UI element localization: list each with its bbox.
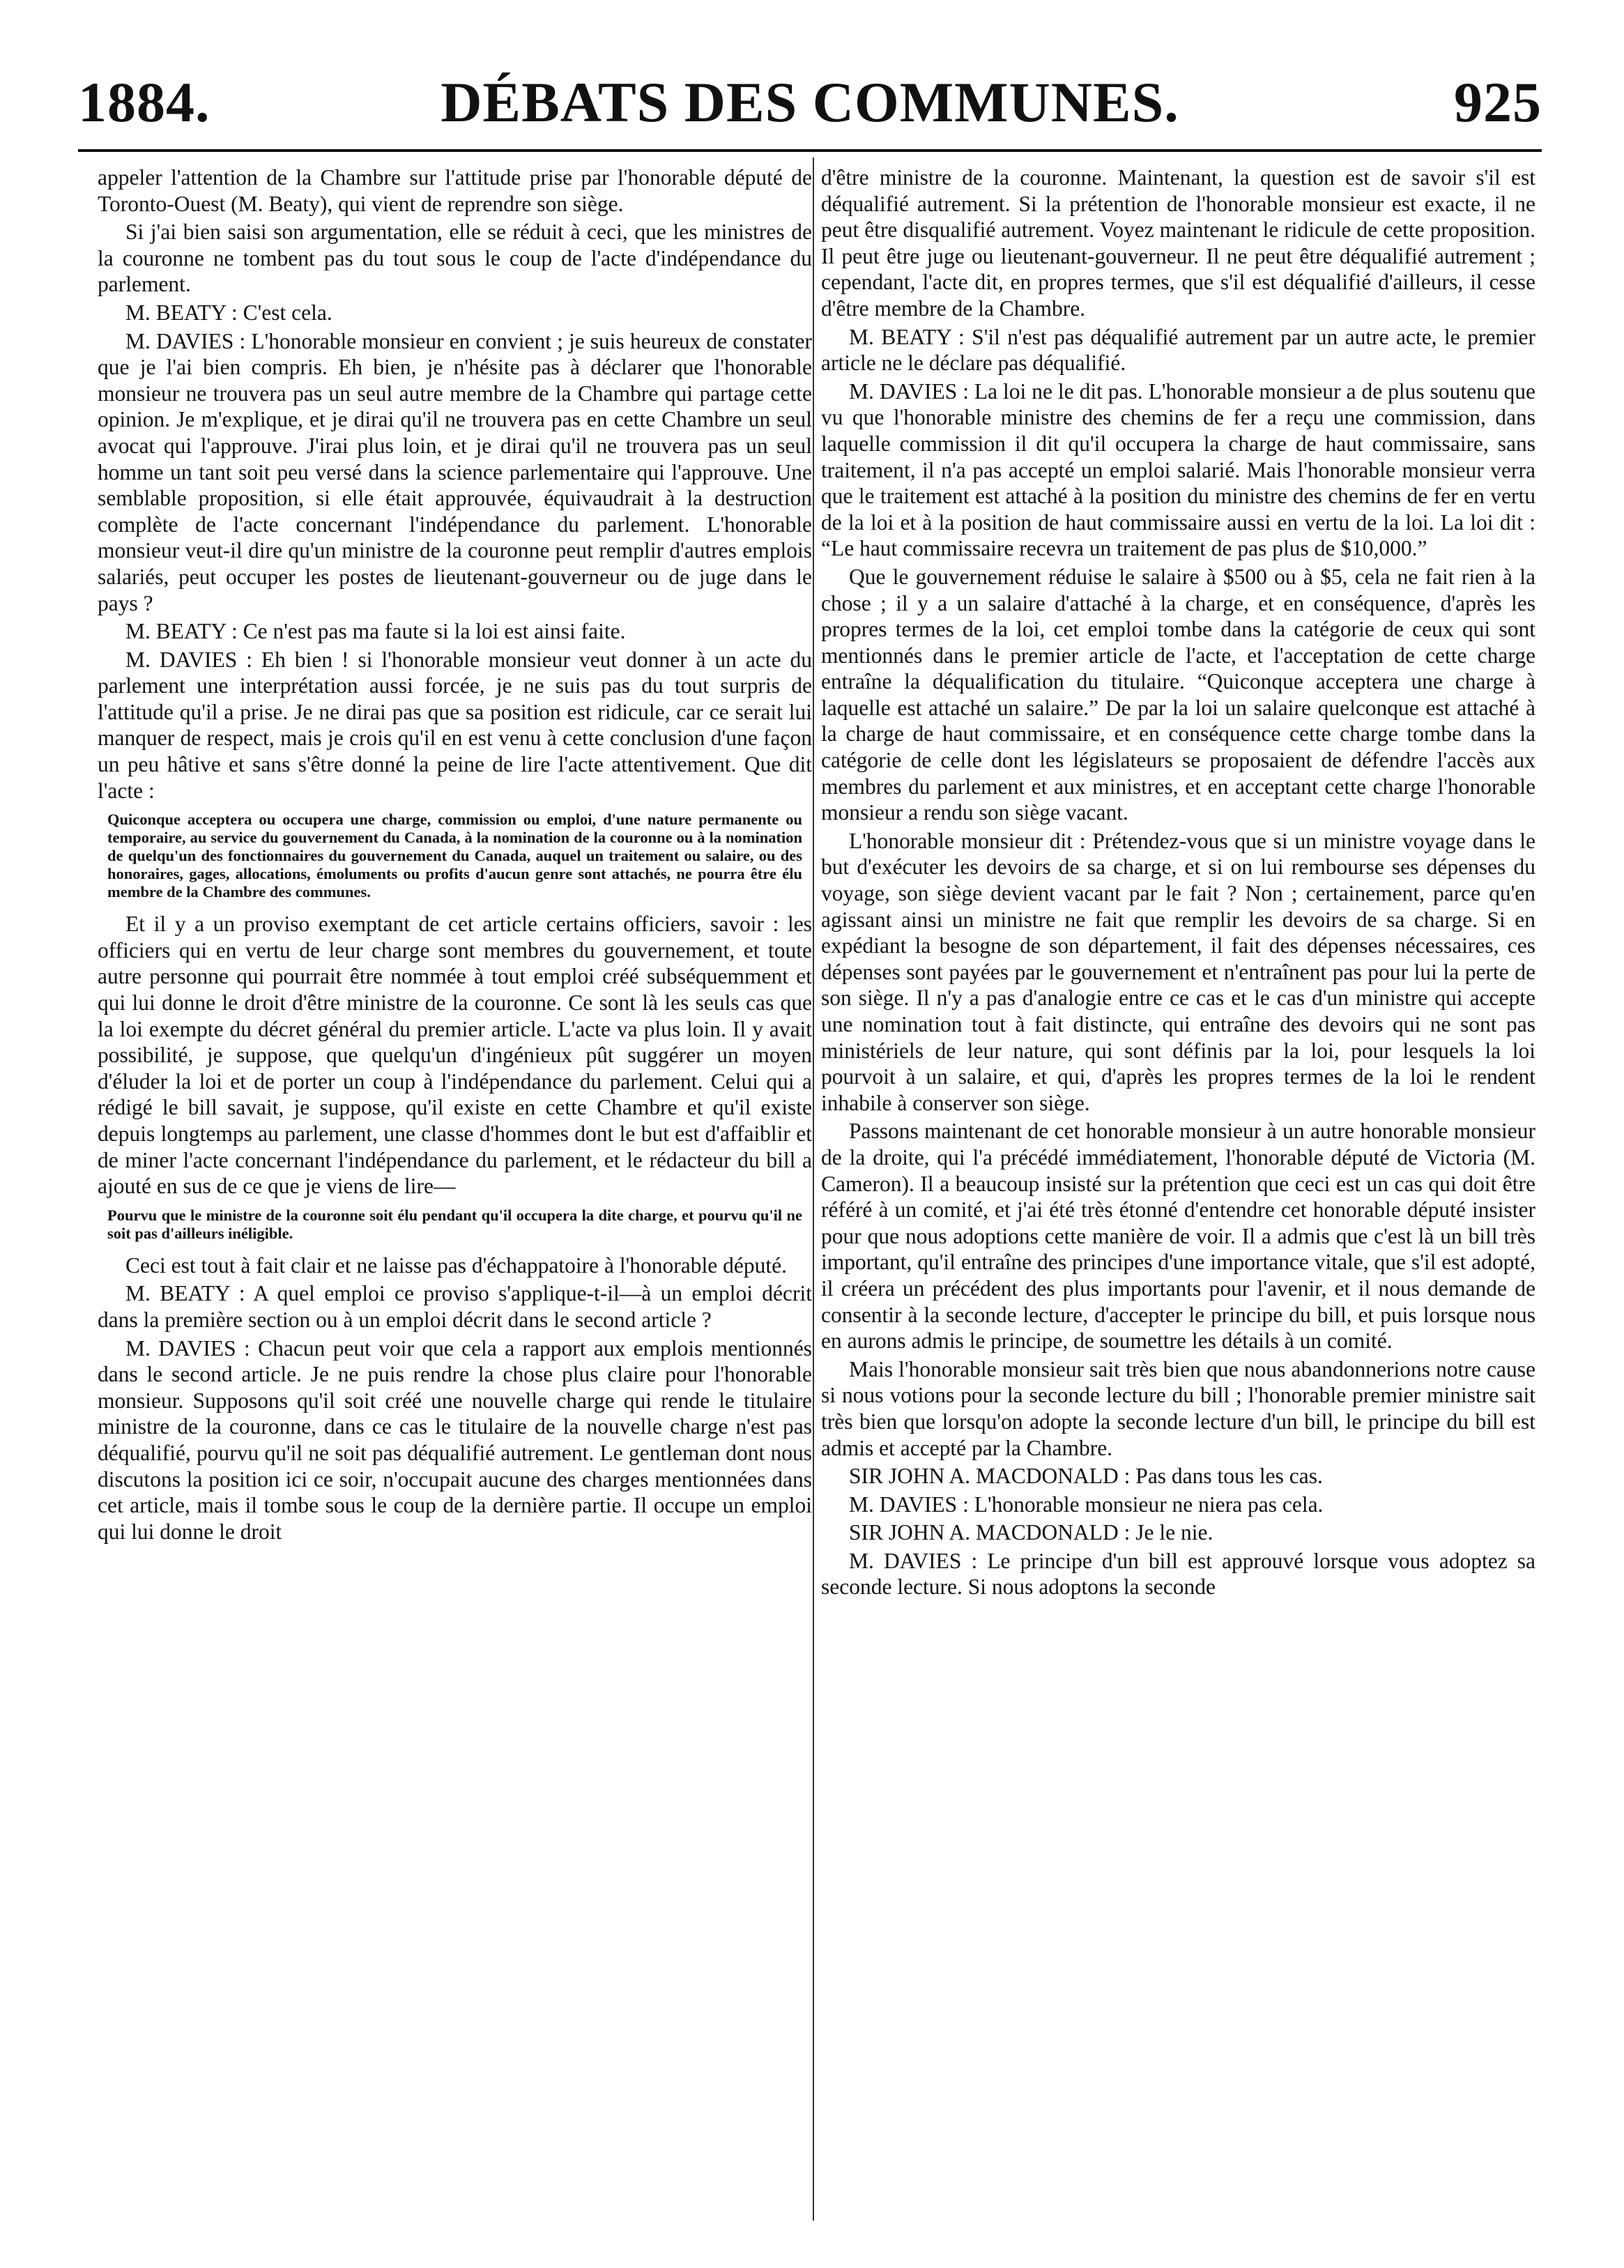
speech-text: Je le nie. — [1135, 1520, 1213, 1545]
speech-text: Le principe d'un bill est approuvé lorsque vous adoptez sa seconde lecture. Si nous adoptons la seconde — [821, 1548, 1535, 1600]
speaker-name: M. DAVIES : — [849, 1548, 978, 1573]
speech-text: Pas dans tous les cas. — [1135, 1464, 1323, 1489]
speaker-name: M. BEATY : — [125, 300, 238, 325]
paragraph: Ceci est tout à fait clair et ne laisse pas d'échappatoire à l'honorable député. — [125, 1252, 787, 1278]
speech — [98, 647, 812, 804]
speech — [821, 1519, 1535, 1546]
speech — [821, 324, 1535, 376]
header-year: 1884. — [78, 70, 210, 134]
speaker-name: M. BEATY : — [125, 1281, 245, 1306]
speaker-name: M. DAVIES : — [125, 1335, 250, 1361]
page-number: 925 — [1454, 70, 1542, 134]
speech-text: S'il n'est pas déqualifié autrement par un autre acte, le premier article ne le déclare pas déqualifié. — [821, 324, 1535, 376]
running-header — [78, 70, 1542, 139]
speaker-name: SIR JOHN A. MACDONALD : — [849, 1520, 1131, 1545]
header-title: DÉBATS DES COMMUNES. — [441, 70, 1179, 134]
quoted-act-text: Quiconque acceptera ou occupera une charge, commission ou emploi, d'une nature permanente ou temporaire, au service du gouvernement du Canada, à la nomination de la couronne ou à la nomination de quelqu'un des fonctionnaires du gouvernement du Canada, auquel un traitement ou salaire, ou des honoraires, gages, allocations, émoluments ou profits d'aucun genre sont attachés, ne pourra être élu membre de la Chambre des communes. — [107, 811, 802, 901]
header-rule — [78, 149, 1542, 152]
speech — [98, 328, 812, 617]
quoted-proviso-text: Pourvu que le ministre de la couronne soit élu pendant qu'il occupera la dite charge, et pourvu qu'il ne soit pas d'ailleurs inéligible. — [107, 1206, 802, 1242]
speech-text: L'honorable monsieur ne niera pas cela. — [974, 1492, 1324, 1517]
speaker-name: M. DAVIES : — [849, 1492, 969, 1517]
paragraph: Si j'ai bien saisi son argumentation, elle se réduit à ceci, que les ministres de la couronne ne tombent pas du tout sous le coup de l'acte d'indépendance du parlement. — [98, 220, 812, 297]
speech-text: Ce n'est pas ma faute si la loi est ainsi faite. — [243, 619, 626, 644]
speech — [821, 1463, 1535, 1489]
speech — [98, 300, 812, 326]
speech-text: Chacun peut voir que cela a rapport aux emplois mentionnés dans le second article. Je ne puis rendre la chose plus claire pour l'honorable monsieur. Supposons qu'il soit créé une nouvelle charge qui rende le titulaire ministre de la couronne, dans ce cas le titulaire de la nouvelle charge n'est pas déqualifié, pourvu qu'il ne soit pas déqualifié autrement. Le gentleman dont nous discutons la position ici ce soir, n'occupait aucune des charges mentionnées dans cet article, mais il tombe sous le coup de la dernière partie. Il occupe un emploi qui lui donne le droit — [98, 1335, 812, 1544]
speaker-name: M. BEATY : — [849, 324, 965, 349]
speech-text: Eh bien ! si l'honorable monsieur veut donner à un acte du parlement une interprétation aussi forcée, je ne suis pas du tout surpris de l'attitude qu'il a prise. Je ne dirai pas que sa position est ridicule, car ce serait lui manquer de respect, mais je crois qu'il en est venu à cette conclusion d'une façon un peu hâtive et sans s'être donné la peine de lire l'acte attentivement. Que dit l'acte : — [98, 647, 812, 803]
speaker-name: M. BEATY : — [125, 619, 238, 644]
speech — [821, 1548, 1535, 1600]
speech-text: C'est cela. — [243, 300, 332, 325]
speech — [98, 618, 812, 645]
speech — [821, 378, 1535, 562]
speaker-name: M. DAVIES : — [125, 328, 246, 353]
left-column — [98, 164, 812, 2248]
paragraph: Et il y a un proviso exemptant de cet article certains officiers, savoir : les officiers qui en vertu de leur charge sont membres du gouvernement, et toute autre personne qui pourrait être nommée à tout emploi créé subséquemment et qui lui donne le droit d'être ministre de la couronne. Ce sont là les seuls cas que la loi exempte du décret général du premier article. L'acte va plus loin. Il y avait possibilité, je suppose, que quelqu'un d'ingénieux pût suggérer un moyen d'éluder la loi et de porter un coup à l'indépendance du parlement. Celui qui a rédigé le bill savait, je suppose, qu'il existe en cette Chambre et qu'il existe depuis longtemps au parlement, une classe d'hommes dont le but est d'affaiblir et de miner l'acte concernant l'indépendance du parlement, et le rédacteur du bill a ajouté en sus de ce que je viens de lire— — [98, 912, 812, 1199]
speech-text: A quel emploi ce proviso s'applique-t-il—à un emploi décrit dans la première section ou à un emploi décrit dans le second article ? — [98, 1281, 812, 1332]
speaker-name: M. DAVIES : — [849, 378, 969, 404]
speech — [98, 1280, 812, 1333]
paragraph: Que le gouvernement réduise le salaire à $500 ou à $5, cela ne fait rien à la chose ; il y a un salaire d'attaché à la charge, et en conséquence, d'après les propres termes de la loi, cet emploi tombe dans la catégorie de ceux qui sont mentionnés dans le premier article de l'acte, et l'acceptation de cette charge entraîne la déqualification du titulaire. “Quiconque acceptera une charge à laquelle est attaché un salaire.” De par la loi un salaire quelconque est attaché à la charge de haut commissaire, et en conséquence cette charge tombe dans la catégorie de celle dont les législateurs se proposaient de défendre l'accès aux membres du parlement et aux ministres, et en acceptant cette charge l'honorable monsieur a rendu son siège vacant. — [821, 564, 1535, 825]
paragraph: appeler l'attention de la Chambre sur l'attitude prise par l'honorable député de Toronto-Ouest (M. Beaty), qui vient de reprendre son siège. — [98, 165, 812, 216]
column-divider — [813, 158, 814, 2221]
paragraph: d'être ministre de la couronne. Maintenant, la question est de savoir s'il est déqualifié autrement. Si la prétention de l'honorable monsieur est exacte, il ne peut être disqualifié autrement. Voyez maintenant le ridicule de cette proposition. Il peut être juge ou lieutenant-gouverneur. Il ne peut être déqualifié autrement ; cependant, l'acte dit, en propres termes, que s'il est déqualifié d'ailleurs, il cesse d'être membre de la Chambre. — [821, 165, 1535, 321]
speech — [98, 1335, 812, 1545]
speaker-name: M. DAVIES : — [125, 647, 252, 672]
paragraph: L'honorable monsieur dit : Prétendez-vous que si un ministre voyage dans le but d'exécuter les devoirs de sa charge, et si on lui rembourse ses dépenses du voyage, son siège devient vacant par le fait ? Non ; certainement, parce qu'en agissant ainsi un ministre ne fait que remplir les devoirs de sa charge. Si en expédiant la besogne de son département, il fait des dépenses nécessaires, ces dépenses sont payées par le gouvernement et n'entraînent pas pour lui la perte de son siège. Il n'y a pas d'analogie entre ce cas et le cas d'un ministre qui accepte une nomination tout à fait distincte, qui entraîne des devoirs qui ne sont pas ministériels de leur nature, qui sont définis par la loi, pour lesquels la loi pourvoit à un salaire, et qui, d'après les propres termes de la loi le rendent inhabile à conserver son siège. — [821, 828, 1535, 1115]
right-column — [821, 164, 1535, 2248]
paragraph: Passons maintenant de cet honorable monsieur à un autre honorable monsieur de la droite, qui l'a précédé immédiatement, l'honorable député de Victoria (M. Cameron). Il a beaucoup insisté sur la prétention que ceci est un cas qui doit être référé à un comité, et j'ai été très étonné d'entendre cet honorable député insister pour que nous adoptions cette manière de voir. Il a admis que c'est là un bill très important, qu'il entraîne des principes d'une importance vitale, que s'il est adopté, il créera un précédent des plus importants pour l'avenir, et il nous demande de consentir à la seconde lecture, d'accepter le principe du bill, et puis lorsque nous en aurons admis le principe, de soumettre les détails à un comité. — [821, 1119, 1535, 1354]
speech — [821, 1492, 1535, 1518]
speech-text: La loi ne le dit pas. L'honorable monsieur a de plus soutenu que vu que l'honorable ministre des chemins de fer a reçu une commission, dans laquelle commission il dit qu'il occupera la charge de haut commissaire, sans traitement, il n'a pas accepté un emploi salarié. Mais l'honorable monsieur verra que le traitement est attaché à la position du ministre des chemins de fer en vertu de la loi et à la position de haut commissaire aussi en vertu de la loi. La loi dit : “Le haut commissaire recevra un traitement de pas plus de $10,000.” — [821, 378, 1535, 561]
speaker-name: SIR JOHN A. MACDONALD : — [849, 1464, 1131, 1489]
speech-text: L'honorable monsieur en convient ; je suis heureux de constater que je l'ai bien compris. Eh bien, je n'hésite pas à déclarer que l'honorable monsieur ne trouvera pas un seul autre membre de la Chambre qui partage cette opinion. Je m'explique, et je dirai qu'il ne trouvera pas en cette Chambre un seul avocat qui l'approuve. J'irai plus loin, et je dirai qu'il ne trouvera pas un seul homme un tant soit peu versé dans la science parlementaire qui l'approuve. Une semblable proposition, si elle était approuvée, équivaudrait à la destruction complète de l'acte concernant l'indépendance du parlement. L'honorable monsieur veut-il dire qu'un ministre de la couronne peut remplir d'autres emplois salariés, peut occuper les postes de lieutenant-gouverneur ou de juge dans le pays ? — [98, 328, 812, 615]
paragraph: Mais l'honorable monsieur sait très bien que nous abandonnerions notre cause si nous votions pour la seconde lecture du bill ; l'honorable premier ministre sait très bien que lorsqu'on adopte la seconde lecture d'un bill, le principe du bill est admis et accepté par la Chambre. — [821, 1356, 1535, 1460]
